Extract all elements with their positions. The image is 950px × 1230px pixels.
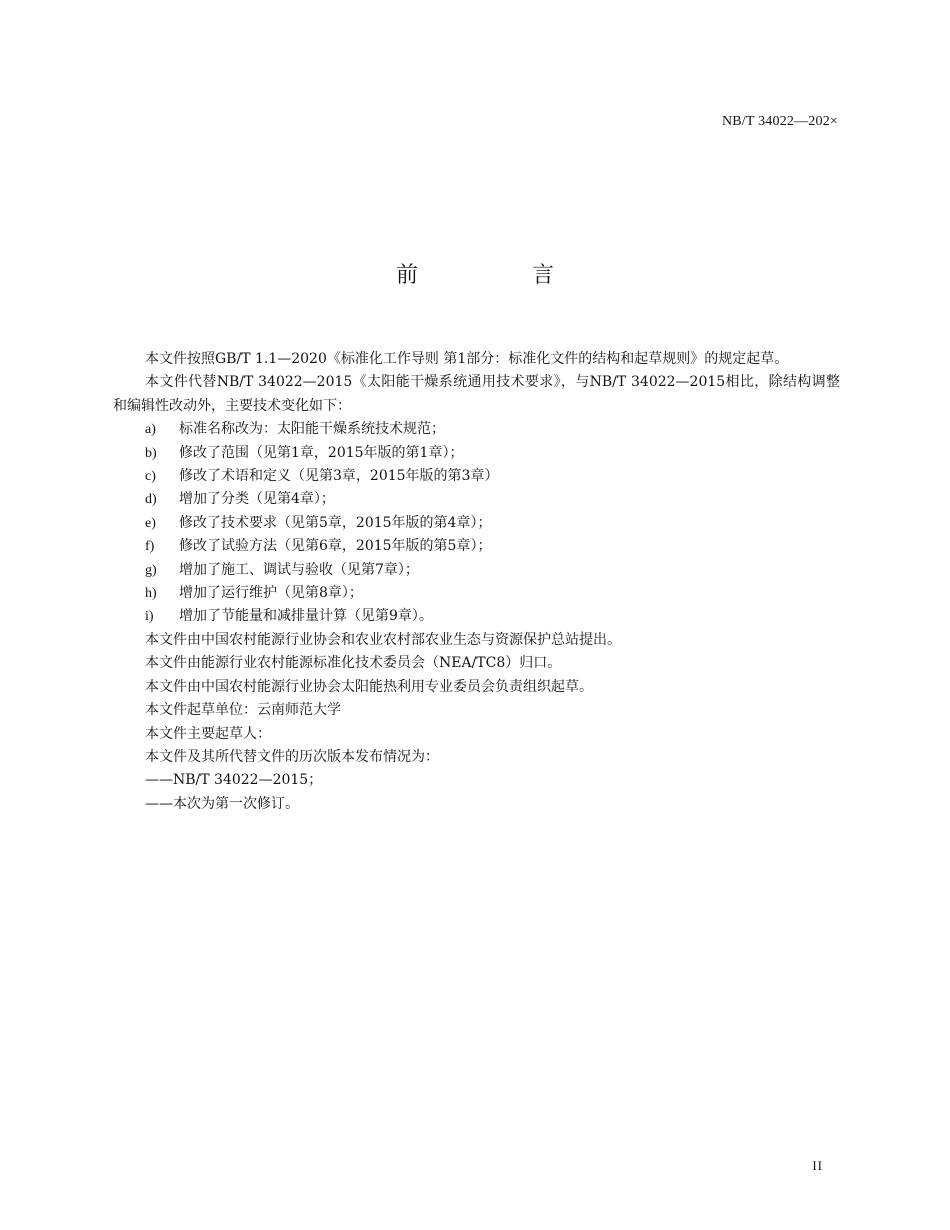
list-marker: f) [145, 539, 155, 555]
list-item-text: 增加了分类（见第4章）； [179, 491, 335, 508]
list-item [113, 582, 840, 605]
paragraph-drafting-unit: 本文件起草单位：云南师范大学 [145, 702, 341, 719]
paragraph-proposer: 本文件由中国农村能源行业协会和农业农村部农业生态与资源保护总站提出。 [145, 631, 621, 648]
list-marker: d) [145, 492, 157, 508]
paragraph-organizer: 本文件由中国农村能源行业协会太阳能热利用专业委员会负责组织起草。 [145, 678, 593, 695]
list-marker: g) [145, 562, 157, 578]
foreword-body [113, 348, 840, 816]
paragraph-centralized-by: 本文件由能源行业农村能源标准化技术委员会（NEA/TC8）归口。 [145, 655, 562, 672]
list-item-text: 标准名称改为：太阳能干燥系统技术规范； [179, 421, 445, 438]
list-marker: b) [145, 445, 157, 461]
paragraph-drafters: 本文件主要起草人： [145, 725, 271, 742]
list-item-text: 增加了运行维护（见第8章）； [179, 585, 363, 602]
list-item-text: 修改了技术要求（见第5章，2015年版的第4章）； [179, 514, 492, 531]
paragraph-version-history: 本文件及其所代替文件的历次版本发布情况为： [145, 748, 439, 765]
list-marker: c) [145, 469, 156, 485]
list-item-text: 修改了术语和定义（见第3章，2015年版的第3章） [179, 468, 499, 485]
list-item [113, 488, 840, 511]
list-item [113, 418, 840, 441]
paragraph-drafting-rules: 本文件按照GB/T 1.1—2020《标准化工作导则 第1部分：标准化文件的结构和起草规则》的规定起草。 [145, 351, 789, 367]
list-item [113, 442, 840, 465]
list-item-text: 增加了节能量和减排量计算（见第9章）。 [179, 608, 433, 625]
list-item [113, 559, 840, 582]
list-item [113, 512, 840, 535]
list-marker: a) [145, 422, 156, 438]
version-history-item: ——NB/T 34022—2015； [145, 772, 323, 789]
page-title: 前 言 [395, 263, 600, 288]
list-marker: h) [145, 586, 157, 602]
technical-changes-list [113, 418, 840, 629]
list-item [113, 465, 840, 488]
list-marker: e) [145, 515, 156, 531]
list-item-text: 修改了范围（见第1章，2015年版的第1章）； [179, 444, 464, 461]
list-item-text: 增加了施工、调试与验收（见第7章）； [179, 561, 419, 578]
page-number: II [812, 1158, 823, 1173]
document-code: NB/T 34022—202× [721, 114, 838, 129]
list-item-text: 修改了试验方法（见第6章，2015年版的第5章）； [179, 538, 492, 555]
list-item [113, 605, 840, 628]
list-item [113, 535, 840, 558]
paragraph-replacement: 本文件代替NB/T 34022—2015《太阳能干燥系统通用技术要求》，与NB/T 34022—2015相比，除结构调整和编辑性改动外，主要技术变化如下： [113, 374, 840, 414]
list-marker: i) [145, 609, 154, 625]
version-history-item: ——本次为第一次修订。 [145, 795, 299, 812]
